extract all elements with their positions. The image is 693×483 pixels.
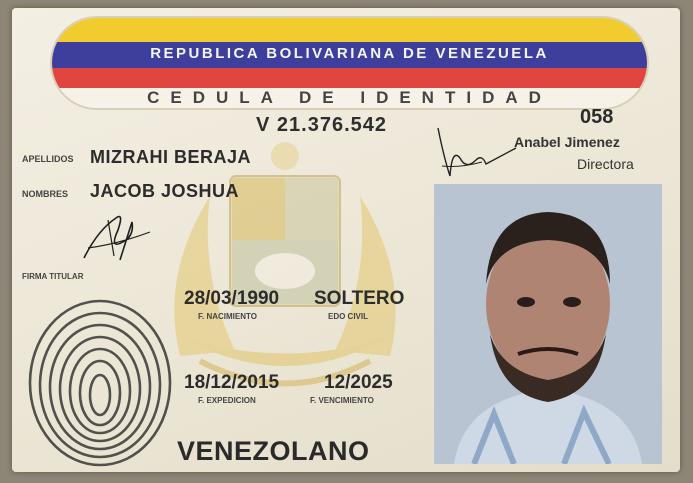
signature-label: FIRMA TITULAR [22, 272, 84, 281]
expiry-date-label: F. VENCIMIENTO [310, 396, 374, 405]
given-names-label: NOMBRES [22, 189, 69, 199]
country-name: REPUBLICA BOLIVARIANA DE VENEZUELA [150, 45, 549, 62]
thumbprint-icon [20, 288, 180, 468]
holder-photo [434, 184, 662, 464]
portrait-icon [434, 184, 662, 464]
issue-date-value: 18/12/2015 [184, 372, 280, 393]
civil-status-value: SOLTERO [314, 288, 405, 309]
id-card [12, 8, 680, 472]
surname-label: APELLIDOS [22, 154, 74, 164]
expiry-date-value: 12/2025 [324, 372, 393, 393]
surname-value: MIZRAHI BERAJA [90, 147, 252, 167]
nationality: VENEZOLANO [177, 436, 370, 466]
flag-yellow-stripe [52, 18, 647, 42]
flag-red-stripe [52, 68, 647, 88]
civil-status-label: EDO CIVIL [328, 312, 369, 321]
director-title: Directora [577, 156, 634, 172]
given-names-value: JACOB JOSHUA [90, 181, 240, 201]
director-signature-icon [430, 118, 520, 188]
birth-date-value: 28/03/1990 [184, 288, 280, 309]
birth-date-label: F. NACIMIENTO [198, 312, 257, 321]
director-name: Anabel Jimenez [514, 134, 620, 150]
document-title: CEDULA DE IDENTIDAD [147, 88, 552, 107]
serial-number: 058 [580, 106, 614, 128]
id-number: V 21.376.542 [256, 114, 387, 136]
issue-date-label: F. EXPEDICION [198, 396, 256, 405]
flag-header [50, 16, 649, 110]
holder-signature-icon [78, 200, 158, 270]
